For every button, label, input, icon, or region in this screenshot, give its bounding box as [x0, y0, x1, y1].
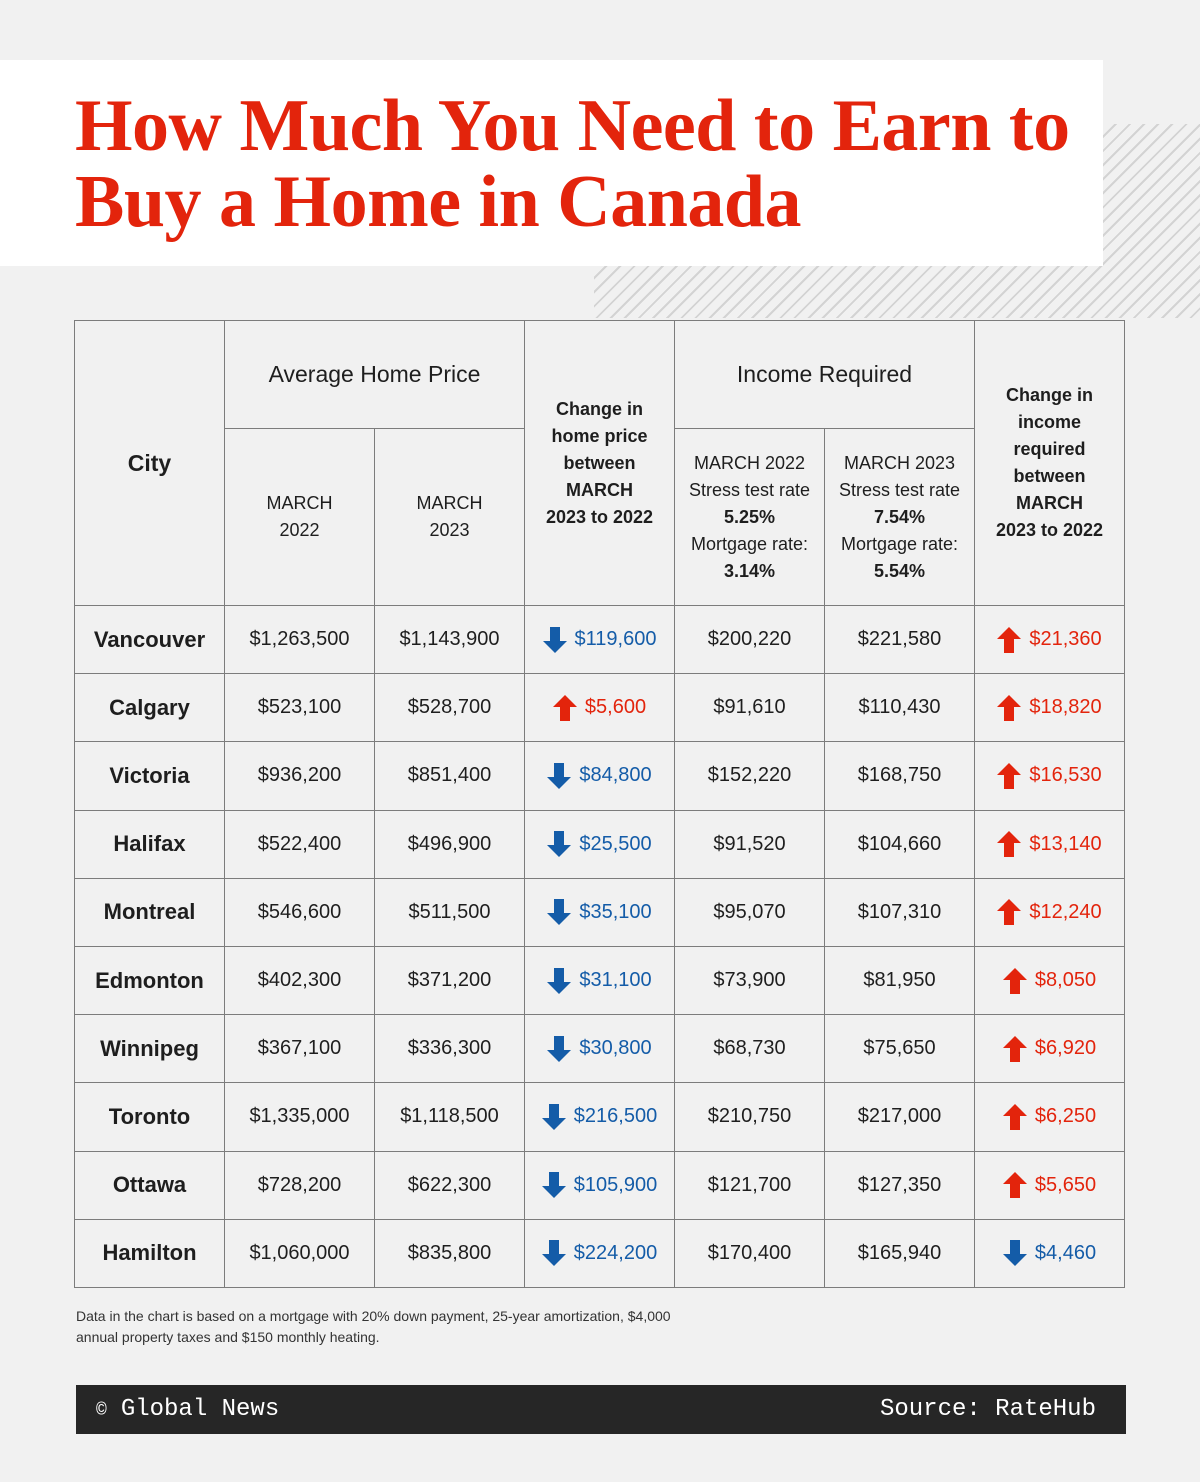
- cell-city: Ottawa: [74, 1151, 225, 1220]
- price-change-value: $30,800: [579, 1037, 652, 1060]
- header-city: City: [74, 320, 225, 606]
- arrow-up-icon: [997, 695, 1021, 721]
- inc-2022-line: Mortgage rate:: [690, 533, 809, 554]
- income-change-value: $18,820: [1029, 696, 1102, 719]
- cell-price-2023: $336,300: [374, 1014, 525, 1083]
- cell-city: Halifax: [74, 810, 225, 879]
- price-change-value: $84,800: [579, 764, 652, 787]
- cell-income-change: [974, 1151, 1125, 1220]
- income-change-value: $16,530: [1029, 764, 1102, 787]
- footer-left: Global News: [120, 1396, 280, 1423]
- price-change-value: $35,100: [579, 900, 652, 923]
- cell-income-2022: $95,070: [674, 878, 825, 947]
- price-change-line: MARCH: [565, 479, 633, 500]
- cell-price-change: [524, 673, 675, 742]
- header-avg-2023: MARCH 2023: [374, 428, 525, 606]
- cell-price-2023: $511,500: [374, 878, 525, 947]
- cell-city: Hamilton: [74, 1219, 225, 1288]
- cell-price-change: [524, 1082, 675, 1151]
- cell-income-2023: $104,660: [824, 810, 975, 879]
- cell-city: Victoria: [74, 741, 225, 810]
- inc-2023-line: Stress test rate: [838, 479, 961, 500]
- inc-2023-line: 5.54%: [873, 560, 926, 581]
- footnote: Data in the chart is based on a mortgage with 20% down payment, 25-year amortization, $4,000 annual property taxes and $150 monthly heating.: [76, 1308, 671, 1345]
- price-change-line: home price: [551, 425, 648, 446]
- income-change-value: $8,050: [1034, 969, 1097, 992]
- cell-income-2023: $107,310: [824, 878, 975, 947]
- cell-city: Calgary: [74, 673, 225, 742]
- cell-price-2023: $496,900: [374, 810, 525, 879]
- arrow-up-icon: [1003, 968, 1027, 994]
- price-change-value: $216,500: [573, 1105, 658, 1128]
- income-change-line: income: [1017, 412, 1081, 432]
- income-change-value: $6,250: [1034, 1105, 1097, 1128]
- arrow-up-icon: [1003, 1104, 1027, 1130]
- cell-income-2023: $75,650: [824, 1014, 975, 1083]
- cell-income-change: [974, 1014, 1125, 1083]
- income-change-line: between: [1013, 466, 1086, 486]
- cell-income-change: [974, 741, 1125, 810]
- cell-income-change: [974, 878, 1125, 947]
- cell-price-2022: $546,600: [224, 878, 375, 947]
- income-change-value: $21,360: [1029, 628, 1102, 651]
- header-avg-2022: MARCH 2022: [224, 428, 375, 606]
- cell-price-2022: $1,335,000: [224, 1082, 375, 1151]
- cell-price-2023: $528,700: [374, 673, 525, 742]
- inc-2023-line: Mortgage rate:: [840, 533, 959, 554]
- cell-income-2023: $110,430: [824, 673, 975, 742]
- arrow-down-icon: [542, 1172, 566, 1198]
- cell-price-2022: $522,400: [224, 810, 375, 879]
- arrow-down-icon: [1003, 1240, 1027, 1266]
- cell-price-2023: $371,200: [374, 946, 525, 1015]
- cell-income-2022: $121,700: [674, 1151, 825, 1220]
- cell-price-change: [524, 1219, 675, 1288]
- header-inc-2022: [674, 428, 825, 606]
- header-inc-2023: [824, 428, 975, 606]
- cell-income-2022: $91,610: [674, 673, 825, 742]
- income-change-value: $6,920: [1034, 1037, 1097, 1060]
- inc-2022-line: MARCH 2022: [693, 452, 806, 473]
- cell-price-2023: $851,400: [374, 741, 525, 810]
- cell-city: Winnipeg: [74, 1014, 225, 1083]
- income-change-line: Change in: [1005, 385, 1093, 405]
- cell-city: Toronto: [74, 1082, 225, 1151]
- income-change-value: $13,140: [1029, 832, 1102, 855]
- cell-income-change: [974, 810, 1125, 879]
- cell-income-2022: $210,750: [674, 1082, 825, 1151]
- cell-income-change: [974, 946, 1125, 1015]
- cell-income-2023: $127,350: [824, 1151, 975, 1220]
- cell-income-2022: $91,520: [674, 810, 825, 879]
- cell-income-2022: $68,730: [674, 1014, 825, 1083]
- header-income-required: Income Required: [674, 320, 975, 429]
- price-change-line: between: [563, 452, 636, 473]
- price-change-value: $31,100: [579, 969, 652, 992]
- arrow-up-icon: [553, 695, 577, 721]
- cell-income-2022: $200,220: [674, 605, 825, 674]
- arrow-up-icon: [997, 831, 1021, 857]
- page-title: How Much You Need to Earn to Buy a Home in Canada: [75, 85, 1070, 243]
- income-change-line: MARCH: [1015, 493, 1083, 513]
- price-change-line: Change in: [555, 398, 643, 419]
- cell-price-change: [524, 1014, 675, 1083]
- cell-city: Vancouver: [74, 605, 225, 674]
- inc-2023-line: 7.54%: [873, 506, 926, 527]
- arrow-down-icon: [547, 899, 571, 925]
- income-change-value: $5,650: [1034, 1173, 1097, 1196]
- cell-income-change: [974, 605, 1125, 674]
- cell-income-change: [974, 1219, 1125, 1288]
- cell-price-2022: $728,200: [224, 1151, 375, 1220]
- inc-2023-line: MARCH 2023: [843, 452, 956, 473]
- arrow-up-icon: [997, 899, 1021, 925]
- arrow-down-icon: [543, 627, 567, 653]
- income-change-line: required: [1013, 439, 1086, 459]
- cell-price-change: [524, 1151, 675, 1220]
- arrow-up-icon: [997, 763, 1021, 789]
- price-change-line: 2023 to 2022: [545, 506, 654, 527]
- cell-price-2023: $835,800: [374, 1219, 525, 1288]
- cell-income-2023: $81,950: [824, 946, 975, 1015]
- header-price-change: [524, 320, 675, 606]
- price-change-value: $5,600: [584, 696, 647, 719]
- inc-2022-line: 5.25%: [723, 506, 776, 527]
- cell-income-change: [974, 1082, 1125, 1151]
- footer-source: Source: RateHub: [879, 1396, 1096, 1423]
- cell-price-change: [524, 741, 675, 810]
- cell-income-2023: $168,750: [824, 741, 975, 810]
- arrow-down-icon: [547, 763, 571, 789]
- cell-price-2022: $1,060,000: [224, 1219, 375, 1288]
- inc-2022-line: Stress test rate: [688, 479, 811, 500]
- cell-price-2023: $1,143,900: [374, 605, 525, 674]
- cell-price-change: [524, 878, 675, 947]
- cell-price-2023: $1,118,500: [374, 1082, 525, 1151]
- income-change-value: $12,240: [1029, 900, 1102, 923]
- cell-income-2023: $221,580: [824, 605, 975, 674]
- cell-price-2022: $936,200: [224, 741, 375, 810]
- arrow-up-icon: [1003, 1172, 1027, 1198]
- arrow-up-icon: [1003, 1036, 1027, 1062]
- cell-income-2022: $152,220: [674, 741, 825, 810]
- footer-bar: [76, 1385, 1126, 1434]
- cell-income-2022: $170,400: [674, 1219, 825, 1288]
- header-avg-price: Average Home Price: [224, 320, 525, 429]
- arrow-down-icon: [547, 968, 571, 994]
- cell-income-2023: $165,940: [824, 1219, 975, 1288]
- data-table: [74, 320, 1125, 1287]
- income-change-value: $4,460: [1034, 1241, 1097, 1264]
- cell-price-2023: $622,300: [374, 1151, 525, 1220]
- footer-credit: [96, 1396, 279, 1423]
- arrow-down-icon: [547, 831, 571, 857]
- arrow-up-icon: [997, 627, 1021, 653]
- price-change-value: $25,500: [579, 832, 652, 855]
- cell-income-2023: $217,000: [824, 1082, 975, 1151]
- arrow-down-icon: [542, 1240, 566, 1266]
- cell-income-change: [974, 673, 1125, 742]
- cell-price-change: [524, 605, 675, 674]
- cell-city: Montreal: [74, 878, 225, 947]
- cell-city: Edmonton: [74, 946, 225, 1015]
- cell-price-2022: $402,300: [224, 946, 375, 1015]
- copyright-symbol: ©: [96, 1401, 107, 1421]
- arrow-down-icon: [542, 1104, 566, 1130]
- cell-price-change: [524, 810, 675, 879]
- cell-income-2022: $73,900: [674, 946, 825, 1015]
- cell-price-2022: $1,263,500: [224, 605, 375, 674]
- inc-2022-line: 3.14%: [723, 560, 776, 581]
- cell-price-change: [524, 946, 675, 1015]
- cell-price-2022: $523,100: [224, 673, 375, 742]
- header-income-change: [974, 320, 1125, 606]
- arrow-down-icon: [547, 1036, 571, 1062]
- price-change-value: $119,600: [574, 628, 657, 651]
- cell-price-2022: $367,100: [224, 1014, 375, 1083]
- price-change-value: $105,900: [573, 1173, 658, 1196]
- income-change-line: 2023 to 2022: [995, 520, 1104, 540]
- price-change-value: $224,200: [573, 1241, 658, 1264]
